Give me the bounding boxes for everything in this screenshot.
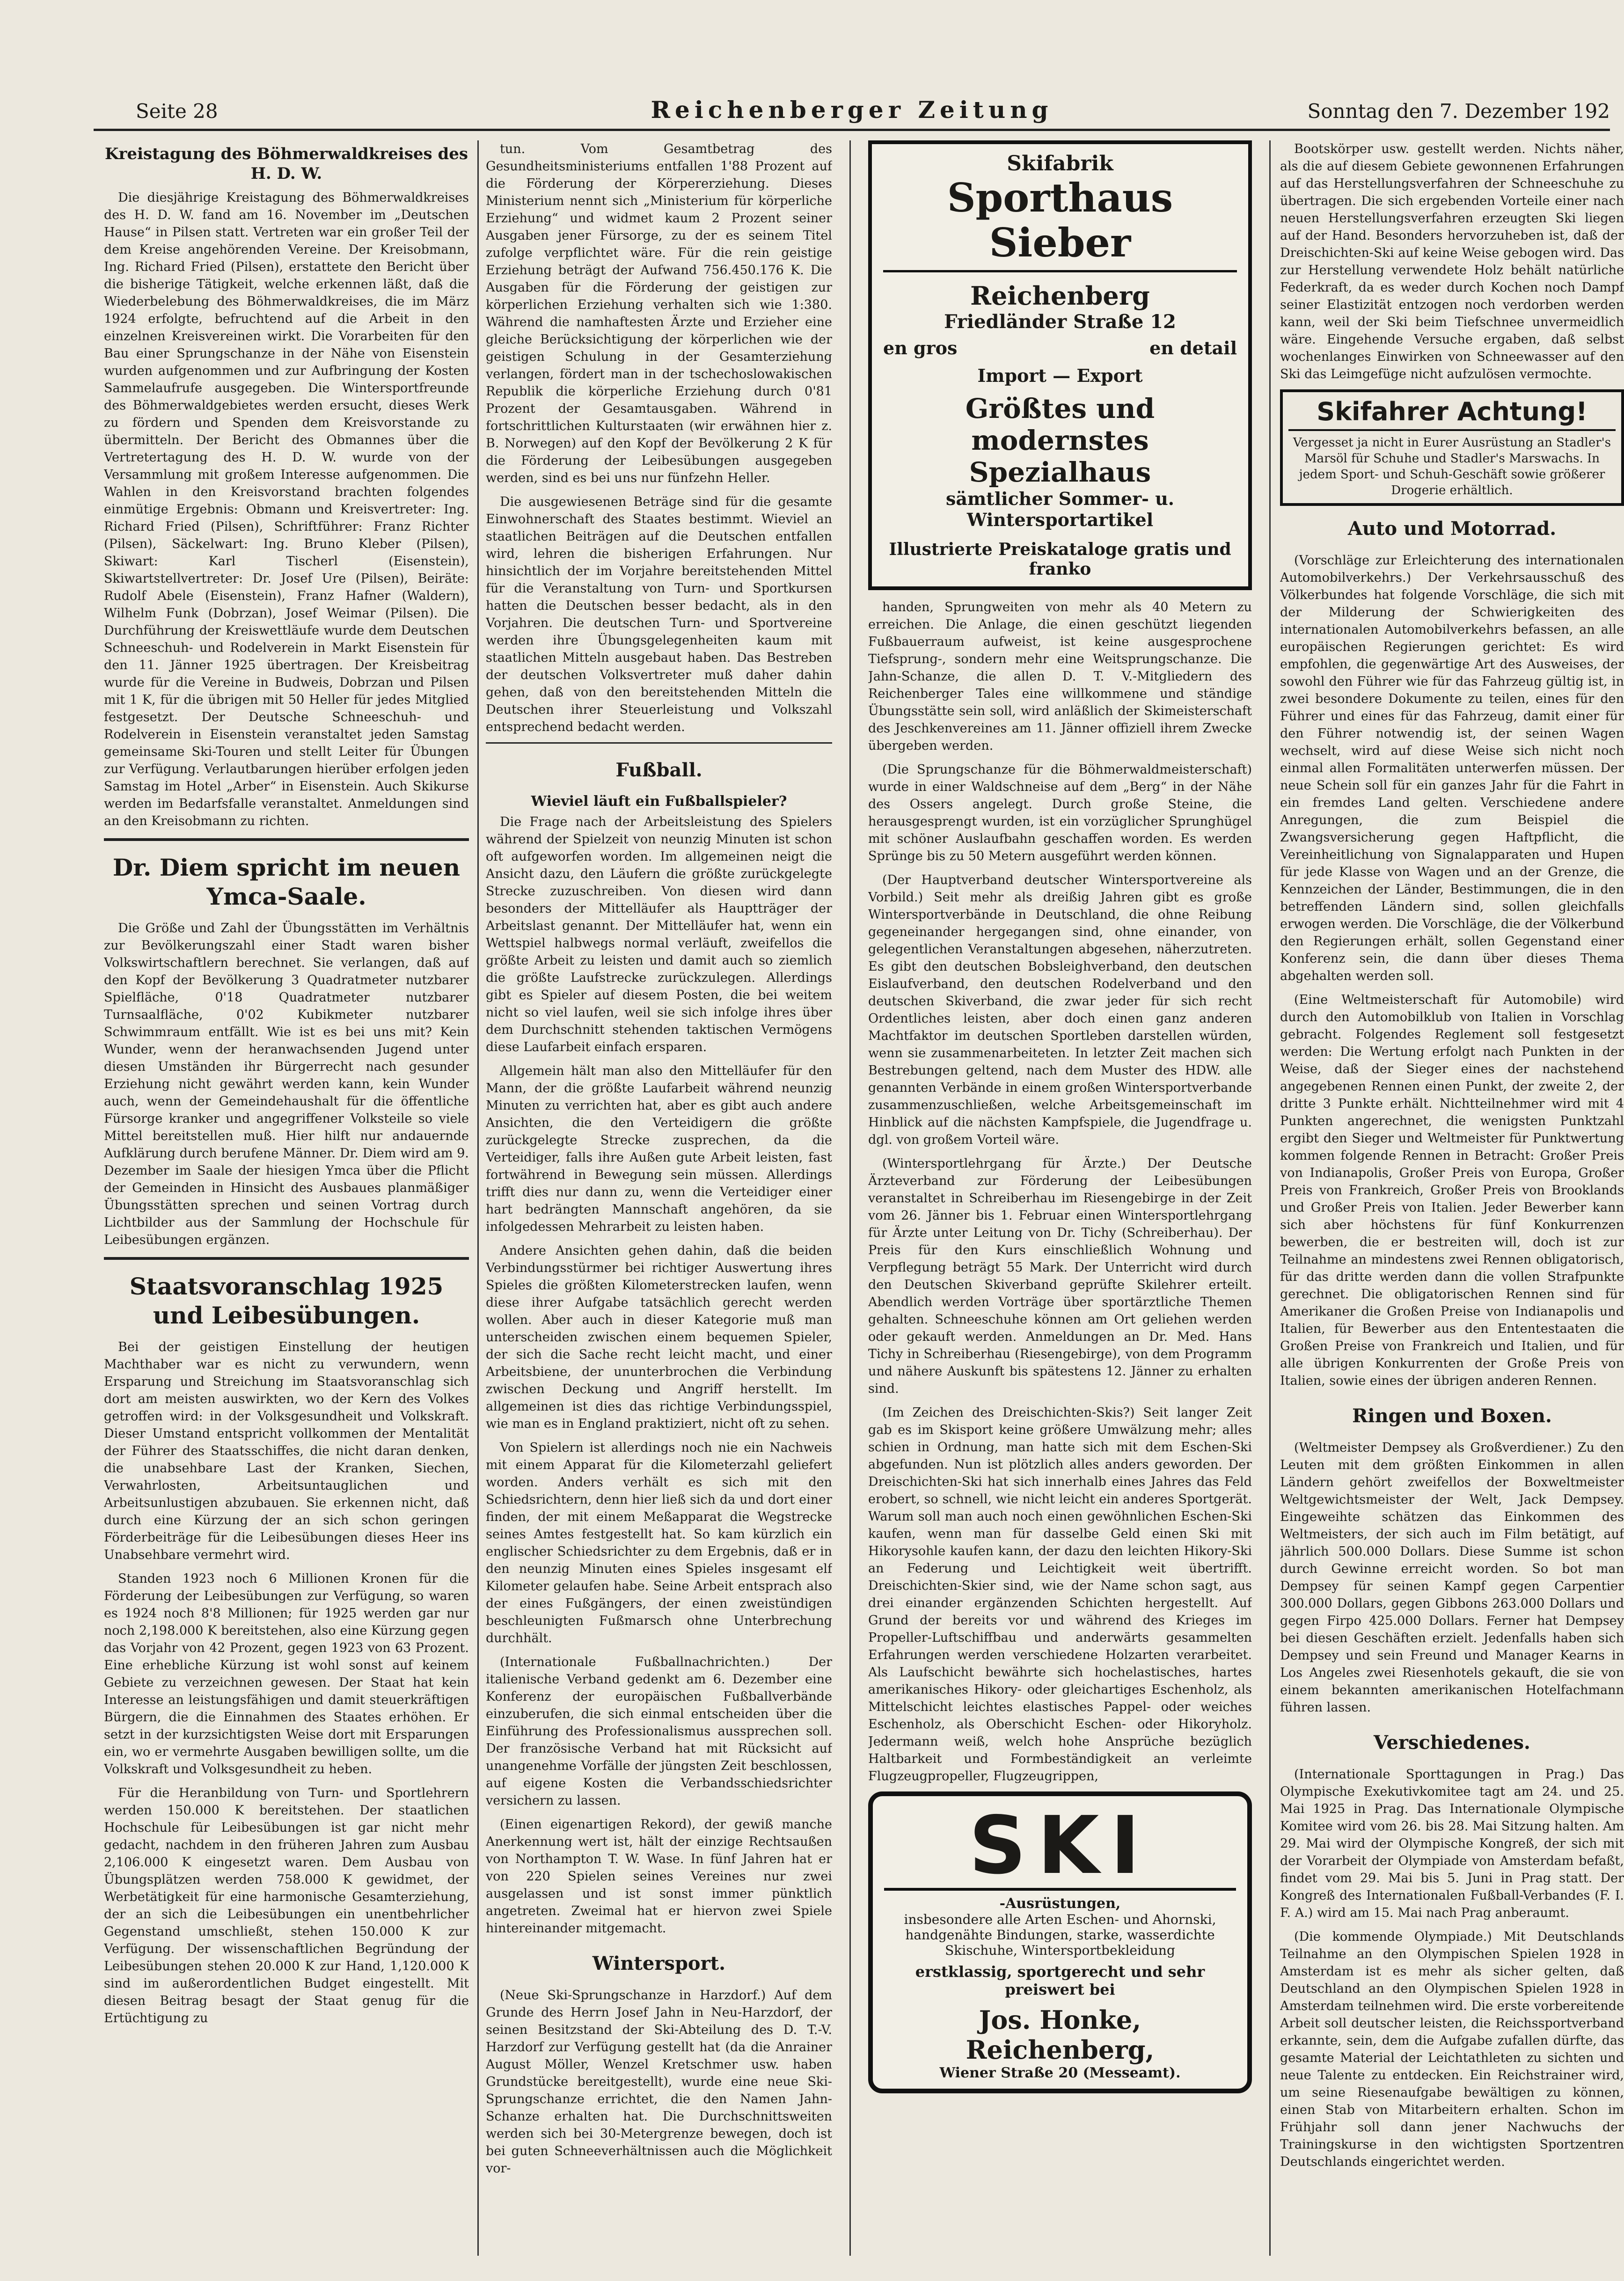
article-paragraph: Die diesjährige Kreistagung des Böhmerwaldkreises des H. D. W. fand am 16. November im „Deutschen Hause“ in Pilsen statt. Vertreten war ein großer Teil der dem Kreise angehörenden Vereine. Der Kreisobmann, Ing. Richard Fried (Pilsen), erstattete den Bericht über die bisherige Tätigkeit, welche erkennen läßt, daß die Wiederbelebung des Böhmerwaldkreises, die im März 1924 erfolgte, befruchtend auf die Arbeit in den einzelnen Kreisvereinen wirkt. Die Vorarbeiten für den Bau einer Sprungschanze in der Nähe von Eisenstein wurden aufgenommen und zur Aufbringung der Kosten Sammelaufrufe ausgegeben. Die Wintersportfreunde des Böhmerwaldgebietes werden ersucht, dieses Werk zu fördern und Spenden dem Kreisvorstande zu übermitteln. Der Bericht des Obmannes über die Vertretertagung des H. D. W. wurde von der Versammlung mit großem Interesse aufgenommen. Die Wahlen in den Kreisvorstand brachten folgendes einmütige Ergebnis: Obmann und Kreisvertreter: Ing. Richard Fried (Pilsen), Schriftführer: Franz Richter (Pilsen), Säckelwart: Ing. Bruno Kleber (Pilsen), Skiwart: Karl Tischerl (Eisenstein), Skiwartstellvertreter: Dr. Josef Ure (Pilsen), Beiräte: Rudolf Abele (Eisenstein), Franz Hafner (Waldern), Wilhelm Funk (Dobrzan), Josef Weimar (Pilsen). Die Durchführung der Kreiswettläufe wurde dem Deutschen Schneeschuh- und Rodelverein in Markt Eisenstein für den 11. Jänner 1925 übertragen. Der Kreisbeitrag wurde für die Vereine in Budweis, Dobrzan und Pilsen mit 1 K, für die übrigen mit 50 Heller für jedes Mitglied festgesetzt. Der Deutsche Schneeschuh- und Rodelverein in Eisenstein veranstaltet jeden Samstag gemeinsame Ski-Touren und stellt Leiter für Übungen zur Verfügung. Verlautbarungen hierüber erfolgen jeden Samstag im Hotel „Arber“ in Eisenstein. Auch Skikurse werden im Bedarfsfalle veranstaltet. Anmeldungen sind an den Kreisobmann zu richten.	[104, 190, 469, 828]
section-headline: Fußball.	[615, 759, 702, 781]
article-paragraph: (Vorschläge zur Erleichterung des internationalen Automobilverkehrs.) Der Verkehrsausschuß des Völkerbundes hat folgende Vorschläge, die sich mit der Milderung der Schwierigkeiten des internationalen Automobilverkehrs befassen, an alle europäischen Regierungen gerichtet: Es wird empfohlen, die gegenwärtige Art des Ausweises, der sowohl den Führer wie für das Fahrzeug gültig ist, in zwei besondere Dokumente zu teilen, eines für den Führer und eines für das Fahrzeug, damit einer für den Führer notwendig ist, der seinen Wagen wechselt, wird auf diese Weise sich nicht noch einmal allen Formalitäten unterwerfen müssen. Der neue Schein soll für ein ganzes Jahr für die Fahrt in ein fremdes Land gelten. Verschiedene andere Anregungen, die zum Beispiel die Zwangsversicherung gegen Haftpflicht, die Vereinheitlichung von Signalapparaten und Hupen für jede Klasse von Wagen und an der Grenze, die Kennzeichen der Länder, Bestimmungen, die in den betreffenden Ländern sind, sollen gleichfalls erwogen werden. Die Vorschläge, die der Völkerbund den Regierungen erhält, sollen Gegenstand einer Konferenz sein, die dann über dieses Thema abgehalten werden soll.	[1280, 553, 1624, 983]
article-paragraph: (Weltmeister Dempsey als Großverdiener.) Zu den Leuten mit dem größten Einkommen in allen Ländern gehört zweifellos der Boxweltmeister Weltgewichtsmeister der Welt, Jack Dempsey. Eingeweihte schätzen das Einkommen des Weltmeisters, der sich auch im Film betätigt, auf jährlich 500.000 Dollars. Diese Summe ist schon durch Gewinne erreicht worden. So bot man Dempsey für seinen Kampf gegen Carpentier 300.000 Dollars, gegen Gibbons 263.000 Dollars und gegen Firpo 425.000 Dollars. Ferner hat Dempsey bei diesen Geschäften erzielt. Jedenfalls haben sich Dempsey und sein Freund und Manager Kearns in Los Angeles zwei Riesenhotels gekauft, die sie von einem bekannten amerikanischen Hotelfachmann führen lassen.	[1280, 1440, 1624, 1715]
article-headline: Kreistagung des Böhmerwaldkreises des H. D. W.	[104, 145, 468, 183]
article-paragraph: Bootskörper usw. gestellt werden. Nichts näher, als die auf diesem Gebiete gewonnenen Erfahrungen auf das Herstellungsverfahren der Schneeschuhe zu übertragen. Die sich ergebenden Vorteile einer nach neuen Herstellungsverfahren erzeugten Ski liegen auf der Hand. Besonders hervorzuheben ist, daß der Dreischichten-Ski auf keine Weise gebogen wird. Das zur Herstellung verwendete Holz behält natürliche Federkraft, da es weder durch Kochen noch Dampf seiner Elastizität entzogen noch verdorben werden kann, weil der Ski beim Tiefschnee unvermeidlich wäre. Eingehende Versuche ergaben, daß selbst wochenlanges Einwirken von Schneewasser auf den Ski das Leimgefüge nicht aufzulösen vermochte.	[1280, 142, 1624, 381]
article-paragraph: Die Frage nach der Arbeitsleistung des Spielers während der Spielzeit von neunzig Minuten ist schon oft aufgeworfen worden. Im allgemeinen neigt die Ansicht dazu, den Läufern die größte zurückgelegte Strecke zuzuschreiben. Von diesen wird dann besonders der Mittelläufer als Hauptträger der Arbeitslast genannt. Der Mittelläufer hat, wenn ein Wettspiel halbwegs normal verläuft, zweifellos die größte Arbeit zu leisten und damit auch so ziemlich die größte Laufstrecke zurückzulegen. Allerdings gibt es Spieler auf diesem Posten, die bei weitem nicht so viel laufen, weil sie sich infolge ihres über dem Durchschnitt stehenden taktischen Vermögens diese Laufarbeit einfach ersparen.	[486, 815, 832, 1054]
section-headline: Auto und Motorrad.	[1347, 518, 1557, 540]
ad-catalogue: Illustrierte Preiskataloge gratis und franko	[889, 540, 1231, 579]
article-paragraph: (Einen eigenartigen Rekord), der gewiß manche Anerkennung wert ist, hält der einzige Rechtsaußen von Northampton T. W. Wase. In fünf Jahren hat er von 220 Spielen seines Vereines nur zwei ausgelassen und ist sonst immer pünktlich angetreten. Zweimal hat er hiervon zwei Spiele hintereinander mitgemacht.	[486, 1817, 832, 1936]
advertisement-sporthaus-sieber	[868, 140, 1252, 590]
column-1	[104, 140, 469, 2069]
ad-ski-company: Jos. Honke, Reichenberg,	[966, 2005, 1155, 2065]
ad-ski-products: insbesondere alle Arten Eschen- und Ahornski, handgenähte Bindungen, starke, wasserdichte Skischuhe, Wintersportbekleidung	[904, 1912, 1216, 1958]
article-paragraph: (Neue Ski-Sprungschanze in Harzdorf.) Auf dem Grunde des Herrn Josef Jahn in Neu-Harzdorf, der seinen Besitzstand der Ski-Abteilung des D. T.-V. Harzdorf zur Verfügung gestellt hat (da die Anrainer August Möller, Wenzel Kretschmer usw. haben Grundstücke bereitgestellt), wurde eine neue Ski-Sprungschanze errichtet, die den Namen Jahn-Schanze erhalten hat. Die Durchschnittsweiten werden sich bei 30-Metergrenze bewegen, doch ist bei guten Schneeverhältnissen auch die Möglichkeit vor-	[486, 1988, 832, 2176]
article-paragraph: Bei der geistigen Einstellung der heutigen Machthaber war es nicht zu verwundern, wenn Ersparung und Streichung im Staatsvoranschlag sich dort am meisten auswirkten, wo der Kern des Volkes getroffen wird: in der Volksgesundheit und Volkskraft. Dieser Umstand entspricht vollkommen der Mentalität der Führer des Staatsschiffes, die nicht daran denken, die unabsehbare Last der Kranken, Siechen, Verwahrlosten, Arbeitsuntauglichen und Arbeitsunlustigen abzubauen. Sie erkennen nicht, daß durch eine Kürzung der an sich schon geringen Förderbeiträge für die Leibesübungen dieses Heer ins Unabsehbare vermehrt wird.	[104, 1340, 469, 1562]
newspaper-title: Reichenberger Zeitung	[651, 96, 1053, 124]
article-paragraph: Von Spielern ist allerdings noch nie ein Nachweis mit einem Apparat für die Kilometerzahl geliefert worden. Anders verhält es sich mit den Schiedsrichtern, denn hier ließ sich da und dort einer finden, der mit einem Meßapparat die Wegstrecke seines Amtes festgestellt hat. So kam kürzlich ein englischer Schiedsrichter zu dem Ergebnis, daß er in den neunzig Minuten eines Spieles insgesamt elf Kilometer gelaufen habe. Seine Arbeit entsprach also der eines Fußgängers, der einen zweistündigen beschleunigten Fußmarsch ohne Unterbrechung durchhält.	[486, 1440, 832, 1645]
ad-ski-title: SKI	[884, 1804, 1236, 1891]
ad-skifahrer-title: Skifahrer Achtung!	[1288, 397, 1616, 431]
article-paragraph: (Internationale Fußballnachrichten.) Der italienische Verband gedenkt am 6. Dezember eine Konferenz der europäischen Fußballverbände einzuberufen, die sich einmal entscheiden über die Einführung des Professionalismus aussprechen soll. Der französische Verband hat mit Rücksicht auf unangenehme Vorfälle der jüngsten Zeit beschlossen, auf eigene Kosten die Verbandsschiedsrichter versichern zu lassen.	[486, 1655, 832, 1808]
article-headline: Dr. Diem spricht im neuen Ymca-Saale.	[112, 854, 461, 910]
article-subheadline: Wieviel läuft ein Fußballspieler?	[531, 793, 787, 810]
issue-date: Sonntag den 7. Dezember 192	[1307, 100, 1610, 123]
advertisement-skifahrer	[1280, 389, 1624, 506]
article-divider	[486, 742, 832, 744]
ad-wholesale: en gros	[883, 337, 958, 358]
ad-city: Reichenberg	[970, 281, 1150, 311]
article-paragraph: (Wintersportlehrgang für Ärzte.) Der Deutsche Ärzteverband zur Förderung der Leibesübungen veranstaltet in Schreiberhau im Riesengebirge in der Zeit vom 26. Jänner bis 1. Februar einen Wintersportlehrgang für Ärzte unter Leitung von Dr. Tichy (Schreiberhau). Der Preis für den Kurs einschließlich Wohnung und Verpflegung beträgt 55 Mark. Der Unterricht wird durch den Deutschen Skiverband geprüfte Skilehrer erteilt. Abendlich werden Vorträge über sportärztliche Themen gehalten. Schneeschuhe können am Ort geliehen werden oder gekauft werden. Anmeldungen an Dr. Med. Hans Tichy in Schreiberhau (Riesengebirge), von dem Programm und nähere Auskunft bis spätestens 12. Jänner zu erhalten sind.	[868, 1156, 1252, 1396]
section-headline: Wintersport.	[592, 1952, 726, 1974]
ad-claim: Größtes und modernstes Spezialhaus	[965, 393, 1155, 488]
article-paragraph: handen, Sprungweiten von mehr als 40 Metern zu erreichen. Die Anlage, die einen geschützt liegenden Fußbauerraum aufweist, ist keine ausgesprochene Tiefsprung-, sondern mehr eine Weitsprungschanze. Die Jahn-Schanze, die allen D. T. V.-Mitgliedern des Reichenberger Tales eine willkommene und ständige Übungsstätte sein soll, wird anläßlich der Skimeisterschaft des Jeschkenvereines am 11. Jänner offiziell ihrem Zwecke übergeben werden.	[868, 600, 1252, 753]
article-headline: Staatsvoranschlag 1925 und Leibesübungen.	[129, 1272, 444, 1329]
advertisement-ski-honke	[868, 1791, 1252, 2093]
article-paragraph: Für die Heranbildung von Turn- und Sportlehrern werden 150.000 K bereitstehen. Der staatlichen Hochschule für Leibesübungen ist gar nicht mehr gedacht, nachdem in den früheren Jahren zum Ausbau 2,106.000 K eingesetzt waren. Dem Ausbau von Übungsplätzen werden 758.000 K gewidmet, der Werbetätigkeit für eine harmonische Gesamterziehung, der an sich die Leibesübungen ein unentbehrlicher Gegenstand umschließt, stehen 150.000 K zur Verfügung. Der wissenschaftlichen Begründung der Leibesübungen stehen 20.000 K zur Hand, 1,120.000 K sind im außerordentlichen Budget eingestellt. Mit diesen Beitrag besagt der Staat genug für die Ertüchtigung zu	[104, 1786, 469, 2025]
ad-assortment: sämtlicher Sommer- u. Wintersportartikel	[945, 488, 1175, 530]
page-number: Seite 28	[136, 100, 218, 123]
article-paragraph: (Im Zeichen des Dreischichten-Skis?) Seit langer Zeit gab es im Skisport keine größere Umwälzung mehr; alles schien in Ordnung, man hatte sich mit dem Eschen-Ski abgefunden. Nun ist plötzlich alles anders geworden. Der Dreischichten-Ski hat sich innerhalb eines Jahres das Feld erobert, so schnell, wie nicht leicht ein anderes Sportgerät. Warum soll man auch noch einen gewöhnlichen Eschen-Ski kaufen, wenn man für dasselbe Geld einen Ski mit Hikorysohle kaufen kann, der dazu den leichten Hikory-Ski an Federung und Leichtigkeit weit übertrifft. Dreischichten-Skier sind, wie der Name schon sagt, aus drei einander ergänzenden Schichten hergestellt. Auf Grund der bereits vor und während des Krieges im Propeller-Luftschiffbau und anderwärts gesammelten Erfahrungen werden verschiedene Holzarten verarbeitet. Als Laufschicht bewährte sich hochelastisches, hartes amerikanisches Hikory- oder gleichartiges Eschenholz, als Mittelschicht leichtes elastisches Pappel- oder weiches Eschenholz, als Oberschicht Eschen- oder Hikoryholz. Jedermann weiß, welch hohe Ansprüche bezüglich Haltbarkeit und Formbeständigkeit an verleimte Flugzeugpropeller, Flugzeugrippen,	[868, 1405, 1252, 1784]
ad-retail: en detail	[1149, 337, 1237, 358]
article-paragraph: Andere Ansichten gehen dahin, daß die beiden Verbindungsstürmer bei richtiger Auswertung ihres Spieles die größten Kilometerstrecken laufen, wenn diese ihrer Aufgabe tatsächlich gerecht werden wollen. Aber auch in dieser Kategorie muß man unterscheiden zwischen einem bequemen Spieler, der sich die Sache recht leicht macht, und einer Arbeitsbiene, der ununterbrochen die Verbindung zwischen Deckung und Angriff herstellt. Im allgemeinen ist dies das richtige Verbindungsspiel, wie man es in England praktiziert, nicht oft zu sehen.	[486, 1243, 832, 1431]
article-paragraph: tun. Vom Gesamtbetrag des Gesundheitsministeriums entfallen 1'88 Prozent auf die Förderung der Körpererziehung. Dieses Ministerium nennt sich „Ministerium für körperliche Erziehung“ und widmet kaum 2 Prozent seiner Ausgaben jener Fürsorge, zu der es seinem Titel zufolge verpflichtet wäre. Für die rein geistige Erziehung beträgt der Aufwand 756.450.176 K. Die Ausgaben für die Förderung der geistigen zur körperlichen Erziehung verhalten sich wie 1:380. Während die namhaftesten Ärzte und Erzieher eine gleiche Berücksichtigung der körperlichen wie der geistigen Schulung in der Gesamterziehung verlangen, fördert man in der tschechoslowakischen Republik die körperliche Erziehung durch 0'81 Prozent der Gesamtausgaben. Während in fortschrittlichen Kulturstaaten (wir erwähnen hier z. B. Norwegen) auf den Kopf der Bevölkerung 2 K für die Förderung der Leibesübungen ausgegeben werden, sind es bei uns nur fünfzehn Heller.	[486, 142, 832, 485]
article-paragraph: (Der Hauptverband deutscher Wintersportvereine als Vorbild.) Seit mehr als dreißig Jahren gibt es große Wintersportverbände in Deutschland, die ohne Reibung gegeneinander hergegangen sind, ohne einander, von gelegentlichen Veranstaltungen abgesehen, näherzutreten. Es gibt den deutschen Bobsleighverband, den deutschen Eislaufverband, den deutschen Rodelverband und den deutschen Skiverband, die zwar jeder für sich recht Ordentliches leisten, aber doch einen ganz anderen Machtfaktor im deutschen Sportleben darstellen würden, wenn sie zusammenarbeiteten. In letzter Zeit machen sich Bestrebungen geltend, nach dem Muster des HDW. alle genannten Verbände in einem großen Wintersportverbande zusammenzuschließen, welche Arbeitsgemeinschaft im Hinblick auf die nächsten Kampfspiele, die Jugendfrage u. dgl. von großem Vorteil wäre.	[868, 873, 1252, 1147]
ad-street: Friedländer Straße 12	[944, 311, 1176, 333]
ad-ski-claim: erstklassig, sportgerecht und sehr preiswert bei	[915, 1963, 1205, 1998]
column-3	[868, 140, 1252, 2256]
article-paragraph: (Die Sprungschanze für die Böhmerwaldmeisterschaft) wurde in einer Waldschneise auf dem „Berg“ in der Nähe des Ossers angelegt. Durch große Steine, die herausgesprengt wurden, ist ein vorzüglicher Sprunghügel mit schöner Auslaufbahn geschaffen worden. Es werden Sprünge bis zu 50 Metern ausgeführt werden können.	[868, 762, 1252, 863]
article-paragraph: (Die kommende Olympiade.) Mit Deutschlands Teilnahme an den Olympischen Spielen 1928 in Amsterdam ist es mehr als sicher gelten, daß Deutschland an den Olympischen Spielen 1928 in Amsterdam teilnehmen wird. Die erste vorbereitende Arbeit soll deutscher leisten, die Reichssportverband erkannte, sein, dem die Aufgabe zufallen dürfte, das gesamte Material der Leichtathleten zu sichten und neue Talente zu entdecken. Ein Reichstrainer wird, um seine Riesenaufgabe bewältigen zu können, einen Stab von Mitarbeitern erhalten. Schon im Frühjahr soll dann jener Nachwuchs der Trainingskurse in den wichtigsten Sportzentren Deutschlands eingerichtet werden.	[1280, 1930, 1624, 2169]
masthead	[94, 96, 1610, 131]
article-paragraph: Standen 1923 noch 6 Millionen Kronen für die Förderung der Leibesübungen zur Verfügung, so waren es 1924 noch 8'8 Millionen; für 1925 werden gar nur noch 2,198.000 K bereitstehen, also eine Kürzung gegen das Vorjahr von 42 Prozent, gegen 1923 von 63 Prozent. Eine erhebliche Kürzung ist wohl sonst auf keinem Gebiete zu verzeichnen gewesen. Der Staat hat kein Interesse an leistungsfähigen und damit steuerkräftigen Bürgern, die die Einnahmen des Staates erhöhen. Er setzt in der kurzsichtigsten Weise dort mit Ersparungen ein, wo er vermehrte Ausgaben bewilligen sollte, um die Volkskraft und Volksgesundheit zu heben.	[104, 1572, 469, 1777]
section-headline: Verschiedenes.	[1374, 1732, 1530, 1754]
column-rule	[849, 140, 851, 2256]
article-paragraph: Die ausgewiesenen Beträge sind für die gesamte Einwohnerschaft des Staates bestimmt. Wieviel an staatlichen Beiträgen auf die Deutschen entfallen wird, lehren die bisherigen Erfahrungen. Nur hinsichtlich der im Vorjahre bereitstehenden Mittel für die Veranstaltung von Turn- und Sportkursen hatten die Deutschen besser bedacht, als in den Vorjahren. Die deutschen Turn- und Sportvereine werden ihre Übungsgelegenheiten kaum mit staatlichen Mitteln ausgebaut haben. Das Bestreben der deutschen Volksvertreter muß daher dahin gehen, daß von den bereitstehenden Mitteln die Deutschen ihrer Steuerleistung und Volkszahl entsprechend bedacht werden.	[486, 495, 832, 734]
ad-ski-subtitle: -Ausrüstungen,	[999, 1895, 1121, 1912]
section-headline: Ringen und Boxen.	[1352, 1405, 1552, 1427]
column-4	[1280, 140, 1624, 2256]
article-divider	[104, 1257, 469, 1260]
article-paragraph: Die Größe und Zahl der Übungsstätten im Verhältnis zur Bevölkerungszahl einer Stadt waren bisher Volkswirtschaftlern berechnet. Sie verlangen, daß auf den Kopf der Bevölkerung 3 Quadratmeter nutzbarer Spielfläche, 0'18 Quadratmeter nutzbarer Turnsaalfläche, 0'02 Kubikmeter nutzbarer Schwimmraum entfällt. Wie ist es bei uns mit? Kein Wunder, wenn der heranwachsenden Jugend unter diesen Umständen ihr Bürgerrecht nach gesunder Erziehung nicht gewährt werden kann, kein Wunder auch, wenn der Gemeindehaushalt für die öffentliche Fürsorge kranker und angegriffener Volksteile so viele Mittel bereitstellen muß. Hier hilft nur andauernde Aufklärung durch berufene Männer. Dr. Diem wird am 9. Dezember im Saale der hiesigen Ymca über die Pflicht der Gemeinden in Hinsicht des Ausbaues planmäßiger Übungsstätten sprechen und seinen Vortrag durch Lichtbilder aus der Sammlung der Hochschule für Leibesübungen ergänzen.	[104, 921, 469, 1247]
ad-kicker: Skifabrik	[1007, 152, 1113, 175]
ad-ski-address: Wiener Straße 20 (Messeamt).	[939, 2065, 1181, 2081]
ad-brand: Sporthaus Sieber	[883, 175, 1237, 272]
article-paragraph: (Internationale Sporttagungen in Prag.) Das Olympische Exekutivkomitee tagt am 24. und 25. Mai 1925 in Prag. Das Internationale Olympische Komitee wird vom 26. bis 28. Mai Sitzung halten. Am 29. Mai wird der Olympische Kongreß, der sich mit der Vorarbeit der Olympiade von Amsterdam befaßt, findet vom 29. Mai bis 5. Juni in Prag statt. Der Kongreß des Internationalen Fußball-Verbandes (F. I. F. A.) wird am 15. Mai nach Prag anberaumt.	[1280, 1767, 1624, 1920]
ad-trade-row	[883, 337, 1237, 358]
ad-skifahrer-body: Vergesset ja nicht in Eurer Ausrüstung an Stadler's Marsöl für Schuhe und Stadler's Marswachs. In jedem Sport- und Schuh-Geschäft sowie größerer Drogerie erhältlich.	[1293, 436, 1611, 497]
column-rule	[1269, 140, 1271, 2256]
column-rule	[477, 140, 479, 2256]
article-paragraph: (Eine Weltmeisterschaft für Automobile) wird durch den Automobilklub von Italien in Vorschlag gebracht. Folgendes Reglement soll festgesetzt werden: Die Wertung erfolgt nach Punkten in der Weise, daß der Sieger eines der nachstehend angegebenen Rennen einen Punkt, der zweite 2, der dritte 3 Punkte erhält. Nichtteilnehmer wird mit 4 Punkten angerechnet, die wenigsten Punktzahl ergibt den Sieger und Weltmeister für Punktwertung kommen folgende Rennen in Betracht: Großer Preis von Indianapolis, Großer Preis von Europa, Großer Preis von Frankreich, Großer Preis von Brooklands und Großer Preis von Italien. Jeder Bewerber kann sich aber höchstens für fünf Konkurrenzen bewerben, die er bestreiten will, doch ist zur Teilnahme an mindestens zwei Rennen obligatorisch, für das dritte werden dann die vollen Strafpunkte gerechnet. Die obligatorischen Rennen sind für Amerikaner die Großen Preise von Indianapolis und Italien, für Bewerber aus den Ententestaaten die Großen Preise von Frankreich und Italien, und für alle übrigen Konkurrenten der Große Preis von Italien, sowie eines der übrigen anderen Rennen.	[1280, 993, 1624, 1388]
ad-import-export: Import — Export	[977, 365, 1143, 386]
column-2	[486, 140, 832, 2256]
article-paragraph: Allgemein hält man also den Mittelläufer für den Mann, der die größte Laufarbeit während neunzig Minuten zu verrichten hat, aber es gibt auch andere Ansichten, die den Verteidigern die größte zurückgelegte Strecke zusprechen, da die Verteidiger, falls ihre Außen gute Arbeit leisten, fast fortwährend in Bewegung sein müssen. Allerdings trifft dies nur dann zu, wenn die Verteidiger einer hart bedrängten Mannschaft angehören, da sie infolgedessen Mehrarbeit zu leisten haben.	[486, 1064, 832, 1234]
article-divider	[104, 838, 469, 841]
